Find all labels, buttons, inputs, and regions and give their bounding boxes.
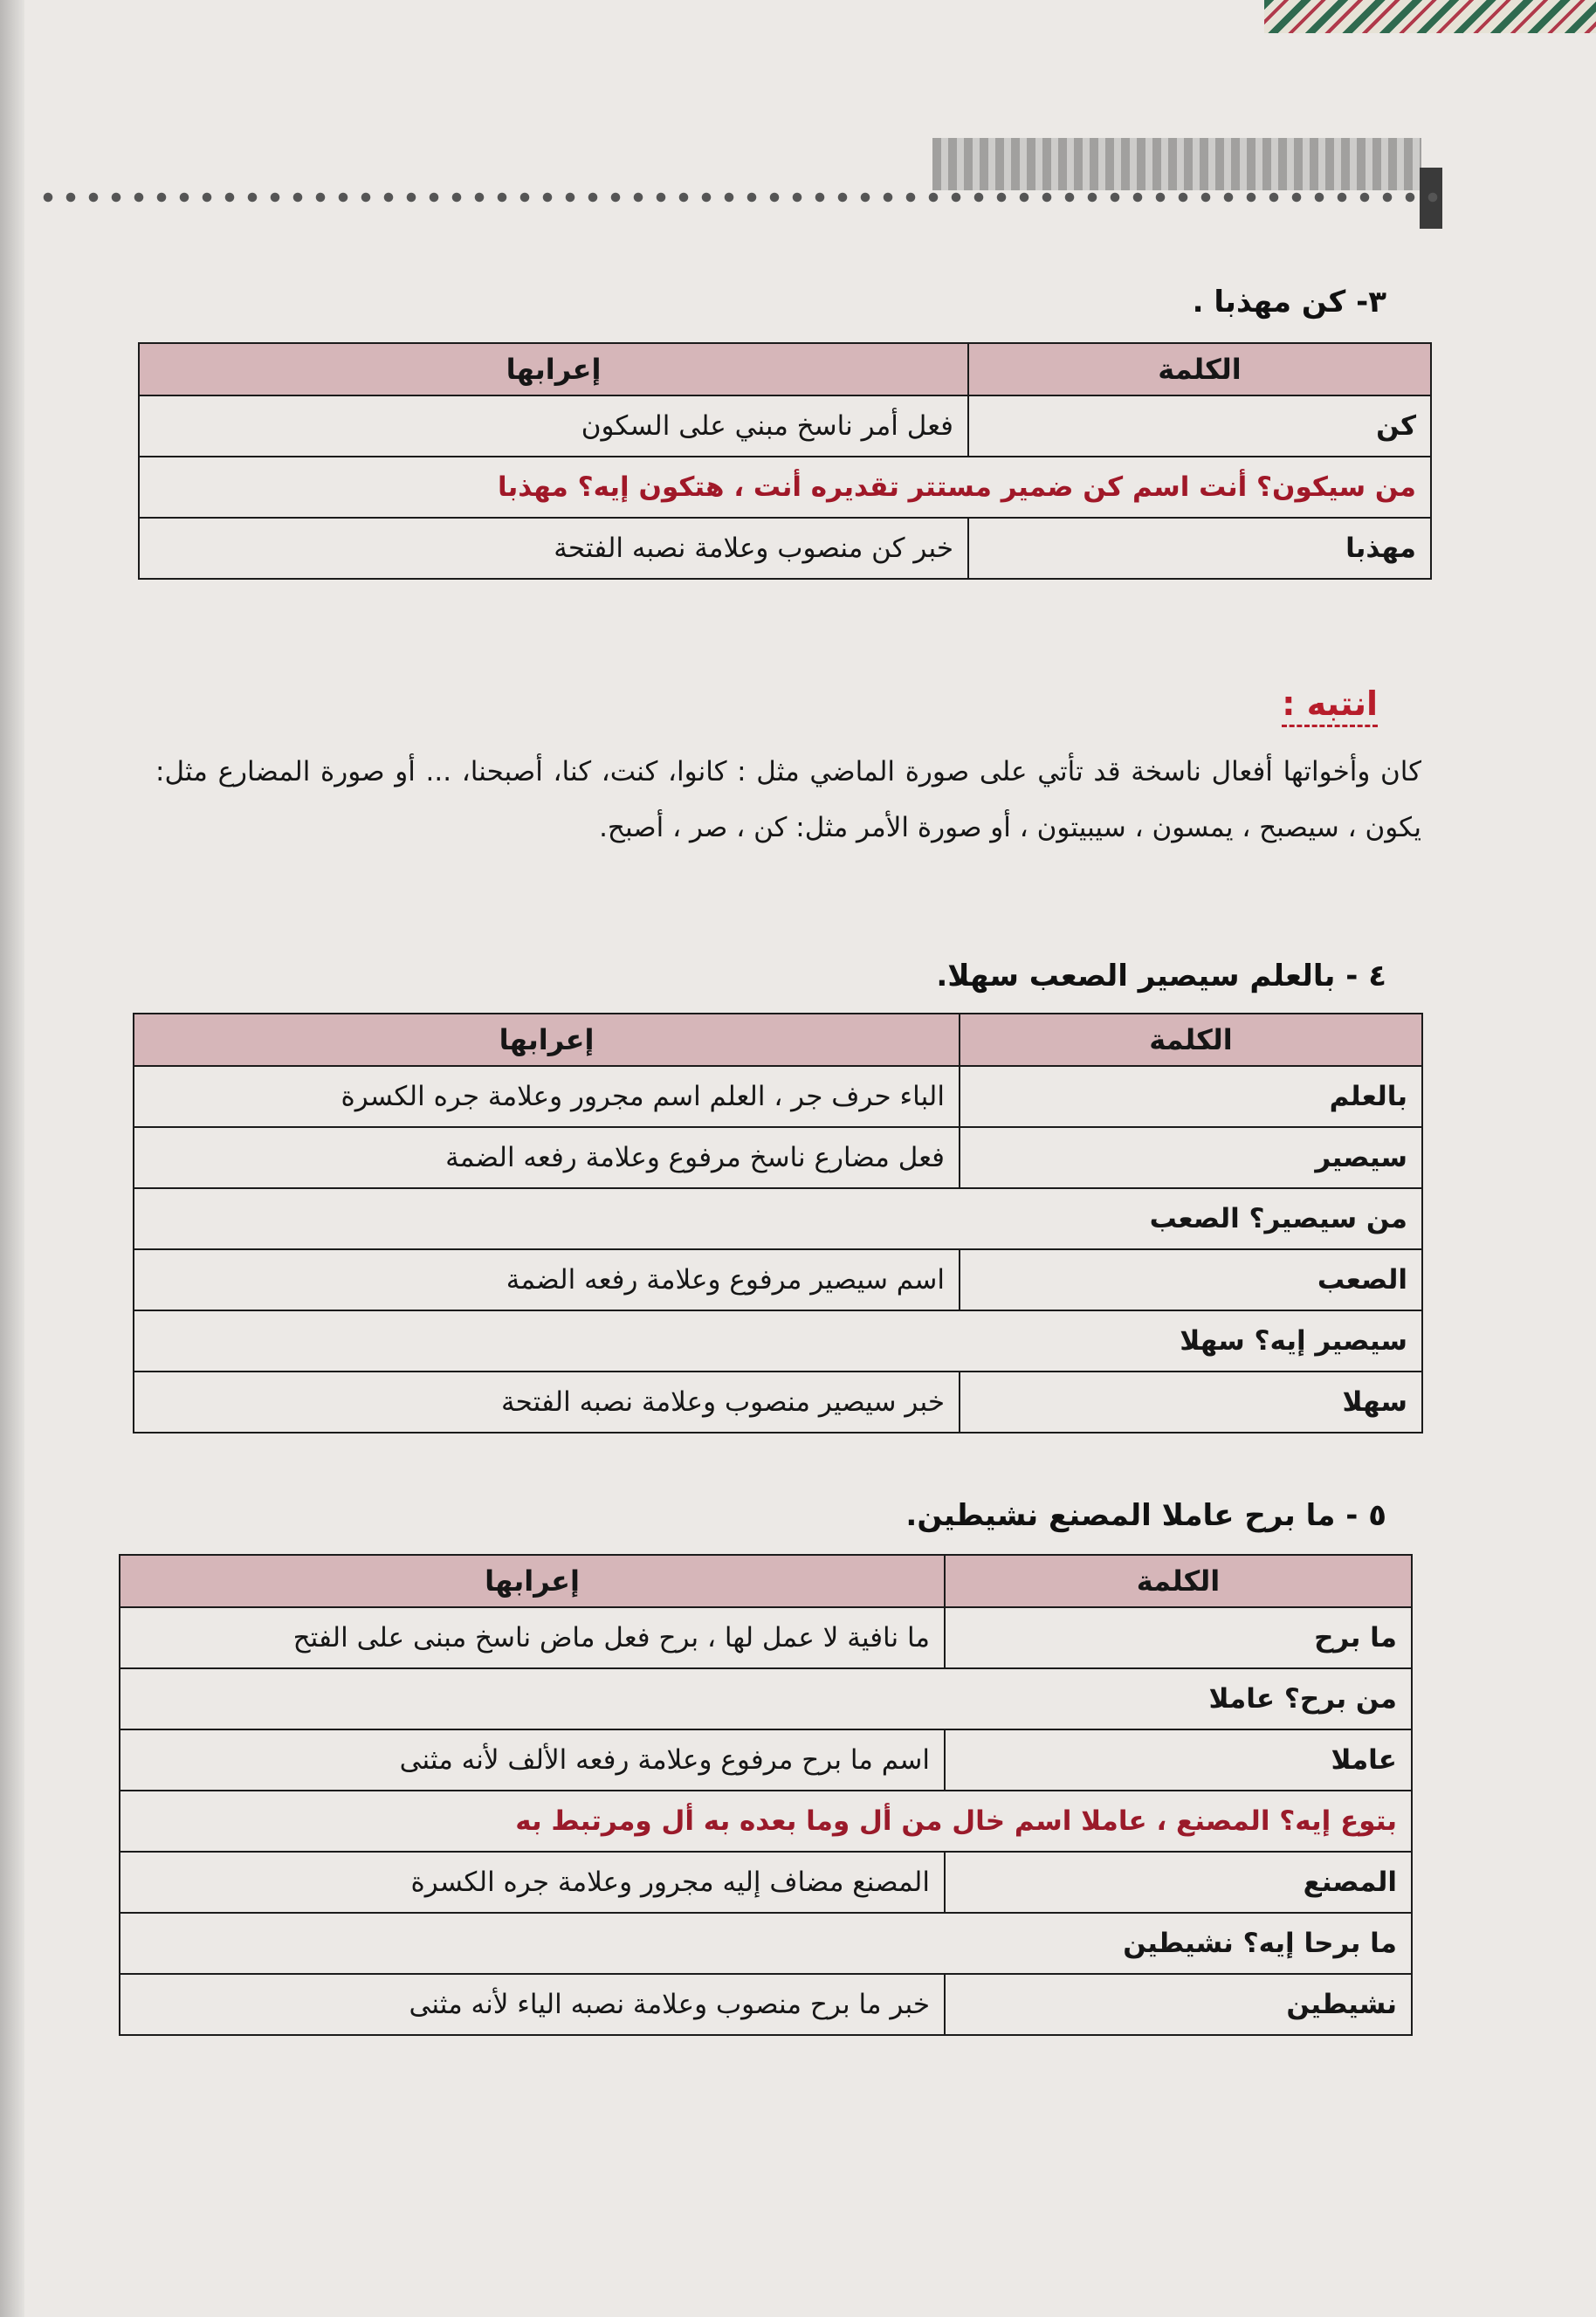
question-cell: سيصير إيه؟ سهلا: [134, 1310, 1422, 1372]
word-cell: نشيطين: [945, 1974, 1412, 2035]
question-cell: ما برحا إيه؟ نشيطين: [120, 1913, 1412, 1974]
table-row: [120, 1668, 1412, 1729]
parse-cell: خبر كن منصوب وعلامة نصبه الفتحة: [139, 518, 968, 579]
table-row: [134, 1188, 1422, 1249]
table-row: [134, 1127, 1422, 1188]
word-cell: سيصير: [960, 1127, 1422, 1188]
table-row: [120, 1791, 1412, 1852]
parse-table-4: [133, 1013, 1423, 1434]
column-header-word: الكلمة: [960, 1014, 1422, 1066]
question-cell: من سيكون؟ أنت اسم كن ضمير مستتر تقديره أنت ، هتكون إيه؟ مهذبا: [139, 457, 1431, 518]
parse-cell: فعل مضارع ناسخ مرفوع وعلامة رفعه الضمة: [134, 1127, 960, 1188]
note-body: كان وأخواتها أفعال ناسخة قد تأتي على صورة الماضي مثل : كانوا، كنت، كنا، أصبحنا، ... أو صورة المضارع مثل: يكون ، سيصبح ، يمسون ، سيبيتون ، أو صورة الأمر مثل: كن ، صر ، أصبح.: [155, 756, 1421, 843]
word-cell: سهلا: [960, 1372, 1422, 1433]
table-row: [139, 518, 1431, 579]
parse-cell: فعل أمر ناسخ مبني على السكون: [139, 395, 968, 457]
column-header-word: الكلمة: [945, 1555, 1412, 1607]
table-row: [134, 1066, 1422, 1127]
parse-cell: الباء حرف جر ، العلم اسم مجرور وعلامة جره الكسرة: [134, 1066, 960, 1127]
word-cell: كن: [968, 395, 1431, 457]
section-5-title: ٥ - ما برح عاملا المصنع نشيطين.: [905, 1498, 1386, 1533]
table-row: [120, 1729, 1412, 1791]
table-row: [134, 1310, 1422, 1372]
question-cell: من برح؟ عاملا: [120, 1668, 1412, 1729]
table-row: [134, 1249, 1422, 1310]
parse-cell: ما نافية لا عمل لها ، برح فعل ماض ناسخ مبنى على الفتح: [120, 1607, 945, 1668]
table-row: [120, 1852, 1412, 1913]
table-header-row: [134, 1014, 1422, 1066]
column-header-parse: إعرابها: [120, 1555, 945, 1607]
parse-cell: خبر سيصير منصوب وعلامة نصبه الفتحة: [134, 1372, 960, 1433]
table-row: [120, 1974, 1412, 2035]
header-dotted-rule: [37, 190, 1439, 204]
corner-ornament: [1264, 0, 1596, 33]
word-cell: مهذبا: [968, 518, 1431, 579]
parse-cell: اسم سيصير مرفوع وعلامة رفعه الضمة: [134, 1249, 960, 1310]
parse-cell: المصنع مضاف إليه مجرور وعلامة جره الكسرة: [120, 1852, 945, 1913]
parse-table-3: [138, 342, 1432, 580]
word-cell: بالعلم: [960, 1066, 1422, 1127]
parse-cell: اسم ما برح مرفوع وعلامة رفعه الألف لأنه مثنى: [120, 1729, 945, 1791]
word-cell: عاملا: [945, 1729, 1412, 1791]
table-header-row: [120, 1555, 1412, 1607]
parse-cell: خبر ما برح منصوب وعلامة نصبه الياء لأنه مثنى: [120, 1974, 945, 2035]
note-heading: انتبه :: [1282, 684, 1378, 727]
word-cell: المصنع: [945, 1852, 1412, 1913]
parse-table-5: [119, 1554, 1413, 2036]
table-row: [139, 395, 1431, 457]
table-row: [120, 1913, 1412, 1974]
header-title-strip: [932, 138, 1421, 190]
column-header-word: الكلمة: [968, 343, 1431, 395]
word-cell: ما برح: [945, 1607, 1412, 1668]
table-header-row: [139, 343, 1431, 395]
column-header-parse: إعرابها: [134, 1014, 960, 1066]
section-3-title: ٣- كن مهذبا .: [1192, 285, 1386, 320]
table-row: [139, 457, 1431, 518]
page-binding-shadow: [0, 0, 24, 2317]
table-row: [120, 1607, 1412, 1668]
table-row: [134, 1372, 1422, 1433]
question-cell: بتوع إيه؟ المصنع ، عاملا اسم خال من أل وما بعده به أل ومرتبط به: [120, 1791, 1412, 1852]
column-header-parse: إعرابها: [139, 343, 968, 395]
section-4-title: ٤ - بالعلم سيصير الصعب سهلا.: [936, 959, 1386, 993]
question-cell: من سيصير؟ الصعب: [134, 1188, 1422, 1249]
word-cell: الصعب: [960, 1249, 1422, 1310]
